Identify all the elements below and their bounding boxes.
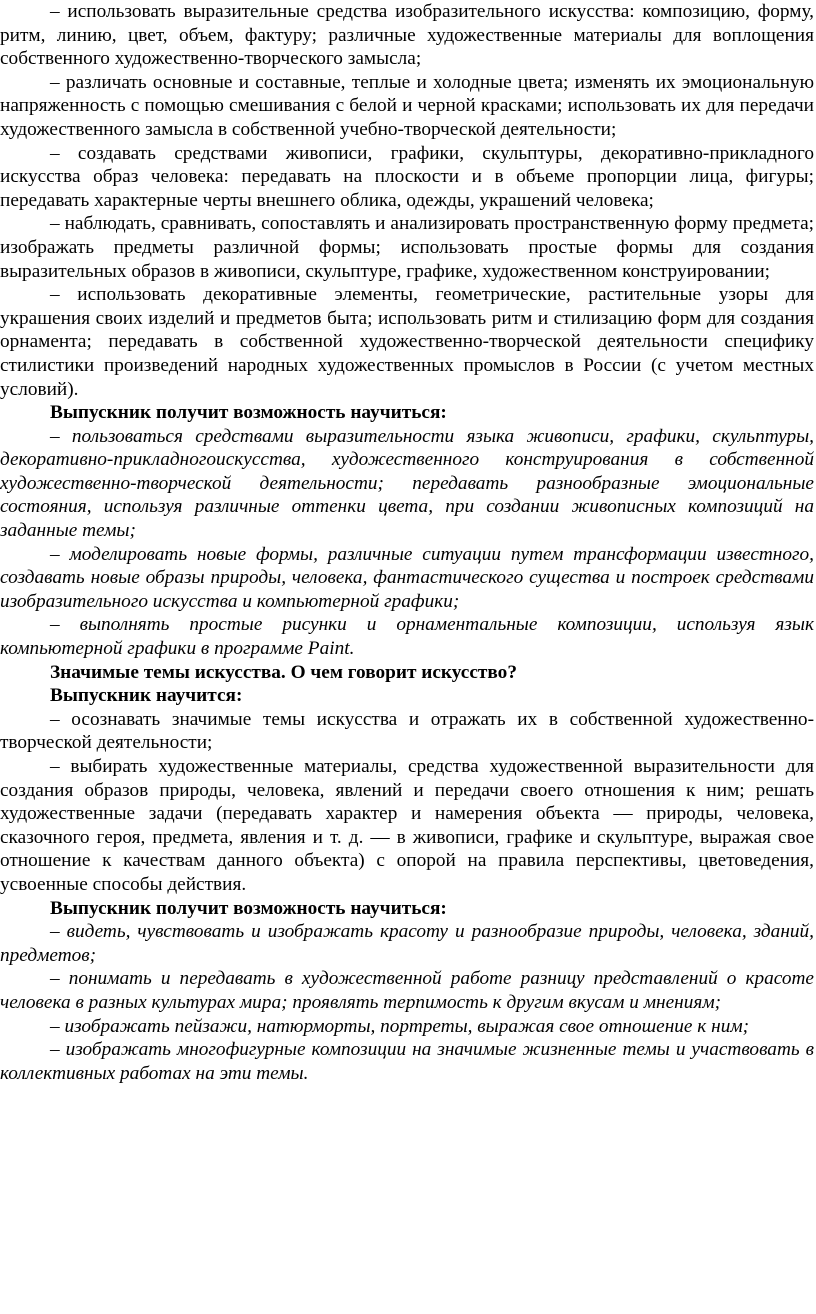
list-item-choose-materials: – выбирать художественные материалы, средства художественной выразительности для создания образов природы, человека, явлений и передачи своего отношения к ним; решать художественные задачи (передавать характер и намерения объекта — природы, человека, сказочного героя, предмета, явления и т. д. — в живописи, графике и скульптуре, выражая свое отношение к качествам данного объекта) с опорой на правила перспективы, цветоведения, усвоенные способы действия. [0, 756, 814, 895]
list-item-italic-expressive-language: – пользоваться средствами выразительности языка живописи, графики, скульптуры, декоративно-прикладногоискусства, художественного конструирования в собственной художественно-творческой деятельности; передавать разнообразные эмоциональные состояния, используя различные оттенки цвета, при создании живописных композиций на заданные темы; [0, 425, 814, 542]
section-heading-will-learn: Выпускник научится: [50, 685, 243, 707]
list-item-spatial-form: – наблюдать, сравнивать, сопоставлять и анализировать пространственную форму предмета; изображать предметы различной формы; использовать простые формы для создания выразительных образов в живописи, скульптуре, графике, художественном конструировании; [0, 213, 814, 282]
list-item-italic-paint: – выполнять простые рисунки и орнаментальные композиции, используя язык компьютерной графики в программе Paint. [0, 614, 814, 660]
section-heading-opportunity-2: Выпускник получит возможность научиться: [50, 897, 447, 919]
list-item-decorative-elements: – использовать декоративные элементы, геометрические, растительные узоры для украшения своих изделий и предметов быта; использовать ритм и стилизацию форм для создания орнамента; передавать в собственной художественно-творческой деятельности специфику стилистики произведений народных художественных промыслов в России (с учетом местных условий). [0, 284, 814, 400]
list-item-expressive-means: – использовать выразительные средства изобразительного искусства: композицию, форму, ритм, линию, цвет, объем, фактуру; различные художественные материалы для воплощения собственного художественно-творческого замысла; [0, 1, 814, 70]
list-item-human-image: – создавать средствами живописи, графики, скульптуры, декоративно-прикладного искусства образ человека: передавать на плоскости и в объеме пропорции лица, фигуры; передавать характерные черты внешнего облика, одежды, украшений человека; [0, 142, 814, 211]
list-item-significant-themes: – осознавать значимые темы искусства и отражать их в собственной художественно-творческой деятельности; [0, 708, 814, 754]
list-item-italic-landscapes: – изображать пейзажи, натюрморты, портреты, выражая свое отношение к ним; [50, 1015, 750, 1037]
list-item-italic-compositions: – изображать многофигурные композиции на значимые жизненные темы и участвовать в коллективных работах на эти темы. [0, 1039, 814, 1084]
section-heading-opportunity-1: Выпускник получит возможность научиться: [50, 402, 447, 424]
list-item-italic-modeling: – моделировать новые формы, различные ситуации путем трансформации известного, создавать новые образы природы, человека, фантастического существа и построек средствами изобразительного искусства и компьютерной графики; [0, 543, 814, 612]
list-item-colors: – различать основные и составные, теплые и холодные цвета; изменять их эмоциональную напряженность с помощью смешивания с белой и черной красками; использовать их для передачи художественного замысла в собственной учебно-творческой деятельности; [0, 71, 814, 140]
section-heading-themes: Значимые темы искусства. О чем говорит искусство? [50, 661, 517, 683]
list-item-italic-see-beauty: – видеть, чувствовать и изображать красоту и разнообразие природы, человека, зданий, предметов; [0, 921, 814, 966]
list-item-italic-cultures: – понимать и передавать в художественной работе разницу представлений о красоте человека в разных культурах мира; проявлять терпимость к другим вкусам и мнениям; [0, 968, 814, 1013]
